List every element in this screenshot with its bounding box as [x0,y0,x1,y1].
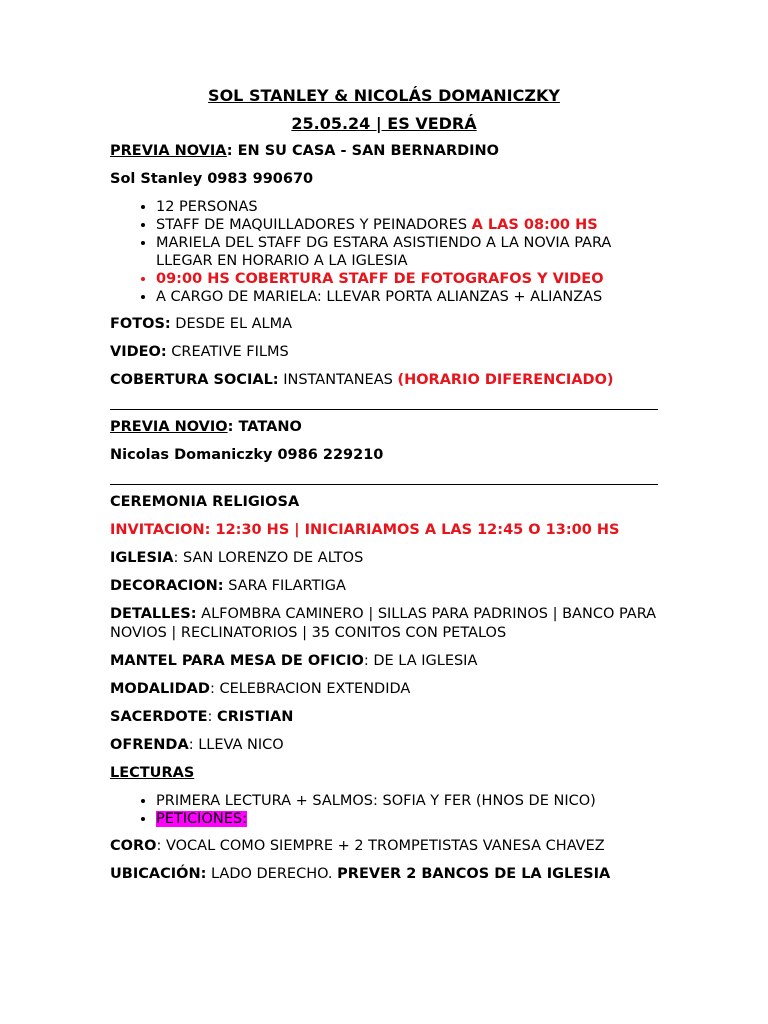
section-divider [110,484,658,485]
lecturas-heading: LECTURAS [110,765,195,781]
detalles-label: DETALLES: [110,606,197,622]
invitacion-line: INVITACION: 12:30 HS | INICIARIAMOS A LAS 12:45 O 13:00 HS [110,522,620,538]
cobertura-social-value: INSTANTANEAS [278,372,398,388]
list-item: • PRIMERA LECTURA + SALMOS: SOFIA Y FER (HNOS DE NICO) [156,792,658,810]
cobertura-social-label: COBERTURA SOCIAL: [110,372,279,388]
novia-contact: Sol Stanley 0983 990670 [110,171,314,187]
decoracion-line [110,577,658,596]
coro-line [110,837,658,856]
section-divider [110,409,658,410]
previa-novio-label: PREVIA NOVIO [110,419,228,435]
iglesia-line [110,549,658,568]
iglesia-label: IGLESIA [110,550,174,566]
modalidad-value: : CELEBRACION EXTENDIDA [209,681,411,697]
novio-contact: Nicolas Domaniczky 0986 229210 [110,447,384,463]
ubicacion-note: PREVER 2 BANCOS DE LA IGLESIA [337,866,611,882]
list-item-text: STAFF DE MAQUILLADORES Y PEINADORES [156,217,472,233]
previa-novia-line [110,142,658,161]
ubicacion-line [110,865,658,884]
fotos-value: DESDE EL ALMA [170,316,293,332]
document-title: SOL STANLEY & NICOLÁS DOMANICZKY [208,86,560,105]
video-line [110,343,658,362]
modalidad-label: MODALIDAD [110,681,210,697]
list-item: • A CARGO DE MARIELA: LLEVAR PORTA ALIANZAS + ALIANZAS [156,288,658,306]
video-label: VIDEO: [110,344,167,360]
fotos-label: FOTOS: [110,316,171,332]
list-item [156,216,658,234]
coro-value: : VOCAL COMO SIEMPRE + 2 TROMPETISTAS VANESA CHAVEZ [156,838,605,854]
previa-novio-value: TATANO [238,419,302,435]
decoracion-label: DECORACION: [110,578,224,594]
detalles-line [110,605,658,643]
video-value: CREATIVE FILMS [166,344,289,360]
iglesia-value: : SAN LORENZO DE ALTOS [173,550,364,566]
document-subtitle: 25.05.24 | ES VEDRÁ [291,114,477,133]
mantel-label: MANTEL PARA MESA DE OFICIO [110,653,364,669]
list-item-highlight: A LAS 08:00 HS [471,217,598,233]
sacerdote-sep: : [207,709,218,725]
previa-novia-sep: : [226,143,238,159]
cobertura-social-line [110,371,658,390]
ofrenda-line [110,736,658,755]
list-item [156,810,658,828]
ubicacion-label: UBICACIÓN: [110,866,207,882]
document-content [110,84,658,893]
previa-novio-line [110,418,658,437]
lecturas-list [110,792,658,828]
mantel-line [110,652,658,671]
ceremonia-heading: CEREMONIA RELIGIOSA [110,494,300,510]
detalles-value: ALFOMBRA CAMINERO | SILLAS PARA PADRINOS | BANCO PARA NOVIOS | RECLINATORIOS | 35 CONITOS CON PETALOS [110,606,657,641]
ofrenda-label: OFRENDA [110,737,189,753]
previa-novia-list [110,198,658,306]
coro-label: CORO [110,838,157,854]
previa-novia-value: EN SU CASA - SAN BERNARDINO [237,143,500,159]
cobertura-social-note: (HORARIO DIFERENCIADO) [397,372,614,388]
list-item: • 09:00 HS COBERTURA STAFF DE FOTOGRAFOS Y VIDEO [156,270,658,288]
sacerdote-line [110,708,658,727]
decoracion-value: SARA FILARTIGA [223,578,346,594]
list-item: • MARIELA DEL STAFF DG ESTARA ASISTIENDO A LA NOVIA PARA LLEGAR EN HORARIO A LA IGLESIA [156,234,658,270]
modalidad-line [110,680,658,699]
peticiones-highlight: PETICIONES: [156,811,247,827]
fotos-line [110,315,658,334]
ubicacion-value: LADO DERECHO. [206,866,338,882]
list-item: • 12 PERSONAS [156,198,658,216]
ofrenda-value: : LLEVA NICO [188,737,284,753]
sacerdote-value: CRISTIAN [217,709,294,725]
sacerdote-label: SACERDOTE [110,709,208,725]
mantel-value: : DE LA IGLESIA [363,653,478,669]
previa-novia-label: PREVIA NOVIA [110,143,227,159]
previa-novio-sep: : [227,419,239,435]
